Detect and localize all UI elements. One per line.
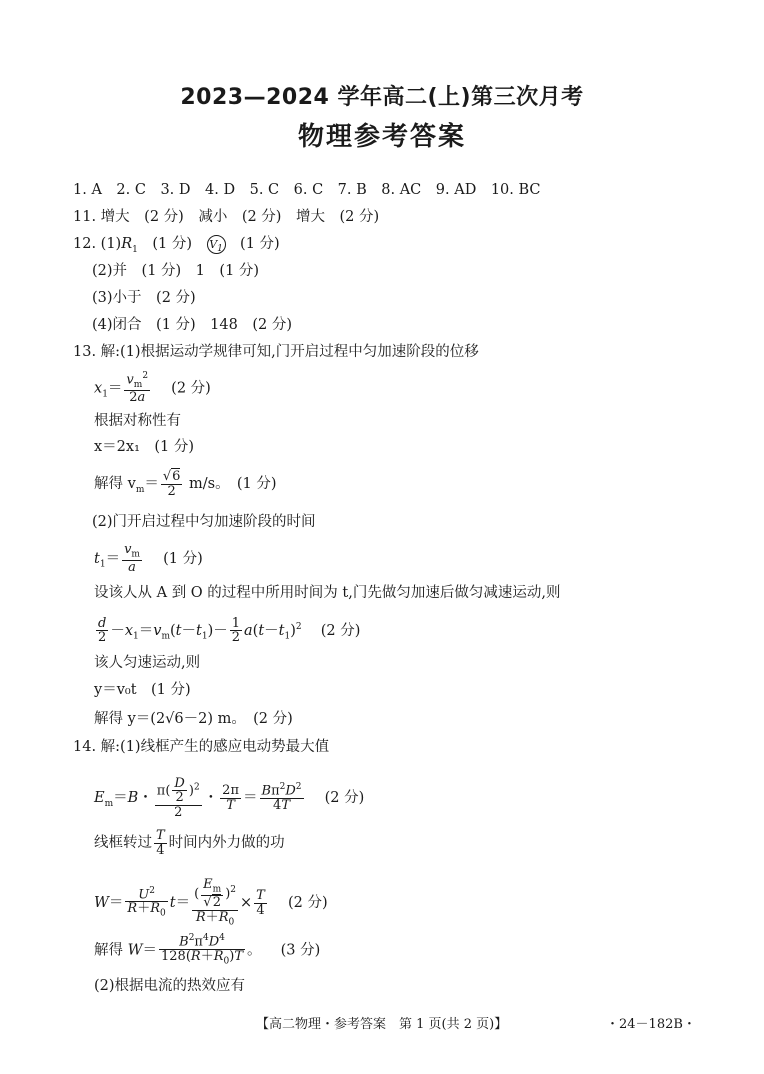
q14-eq-w: W＝ $\frac{U^2}{R+R_0}$ t＝ ( $\frac{E_m}{√2}$ )$^2$ $R+R_0$ × $\frac{T}{4}$ (2 分) [94,877,328,928]
q14-work-pre: 线框转过 [94,835,152,851]
q13-motion-desc: 设该人从 A 到 O 的过程中所用时间为 t,门先做匀加速后做匀减速运动,则 [94,585,561,601]
voltmeter-icon: $V_1$ [207,235,226,254]
answer-key-title: 物理参考答案 [297,122,466,152]
q13-points-4: (2 分) [320,622,361,639]
q12-part2: (2)并 (1 分) 1 (1 分) [92,263,260,279]
q12-part1 [73,234,280,260]
q12-part3: (3)小于 (2 分) [92,290,196,306]
q14-part2: (2)根据电流的热效应有 [94,978,246,994]
q14-points-2: (2 分) [287,895,328,911]
q14-intro: 14. 解:(1)线框产生的感应电动势最大值 [73,739,330,755]
q14-points-3: (3 分) [280,942,321,959]
q13-result-y: 解得 y＝(2√6－2) m。 (2 分) [94,711,293,727]
q13-points-3: (1 分) [163,550,203,567]
q13-uniform: 该人匀速运动,则 [94,655,201,671]
q13-points-2: (1 分) [236,476,277,493]
q14-solve-label: 解得 [94,942,123,959]
resistor-subscript: 1 [132,244,138,255]
q13-eq-vm: 解得 $v_m=$ $\frac{√6}{2}$ m/s。 (1 分) [94,469,277,499]
q13-solve-label: 解得 v [94,476,136,493]
footer-page-info: 【高二物理・参考答案 第 1 页(共 2 页)】 [256,1017,508,1032]
q13-eq-motion: $\frac{d}{2}$ $-x_1=v_m(t-t_1)-$ $\frac{1}{2}$ $a(t-t_1)^2$ (2 分) [98,615,361,646]
q14-eq-em: $E_m=B$・ π( $\frac{D}{2}$ )$^2$ 2 ・ $\frac{2\pi}{T}$ ＝ $\frac{B\pi^2D^2}{4T}$ (2 分) [94,775,365,820]
q13-intro: 13. 解:(1)根据运动学规律可知,门开启过程中匀加速阶段的位移 [73,344,479,360]
q13-eq-y: y＝v₀t (1 分) [94,682,191,698]
q13-eq-x: x＝2x₁ (1 分) [94,439,195,455]
exam-title: 2023—2024 学年高二(上)第三次月考 [180,85,584,110]
q12-points-2: (1 分) [240,236,280,252]
footer-code: ・24－182B・ [606,1017,696,1032]
q13-unit: m/s。 [189,476,223,493]
q12-part4: (4)闭合 (1 分) 148 (2 分) [92,317,293,333]
q14-points-1: (2 分) [324,790,365,806]
q11-answer: 11. 增大 (2 分) 减小 (2 分) 增大 (2 分) [73,209,380,225]
q14-work-post: 时间内外力做的功 [168,835,285,851]
q13-points-1: (2 分) [171,380,211,397]
mc-answers: 1. A 2. C 3. D 4. D 5. C 6. C 7. B 8. AC 9. AD 10. BC [73,182,541,198]
resistor-symbol: R [121,236,133,252]
q14-work-desc: 线框转过 $\frac{T}{4}$ 时间内外力做的功 [94,827,285,858]
q14-result-w: 解得 W＝ $\frac{B^2\pi^4D^4}{128(R+R_0)T}$ 。 (3 分) [94,933,321,967]
q12-points-1: (1 分) [152,236,193,252]
q13-part2: (2)门开启过程中匀加速阶段的时间 [92,514,316,530]
q12-label: 12. (1) [73,236,122,252]
q13-eq-x1: $x_1=$ $\frac{v_m^2}{2a}$ (2 分) [94,371,211,406]
q13-eq-t1: $t_1=$ $\frac{v_m}{a}$ (1 分) [94,542,203,576]
q13-symmetry: 根据对称性有 [94,413,181,429]
